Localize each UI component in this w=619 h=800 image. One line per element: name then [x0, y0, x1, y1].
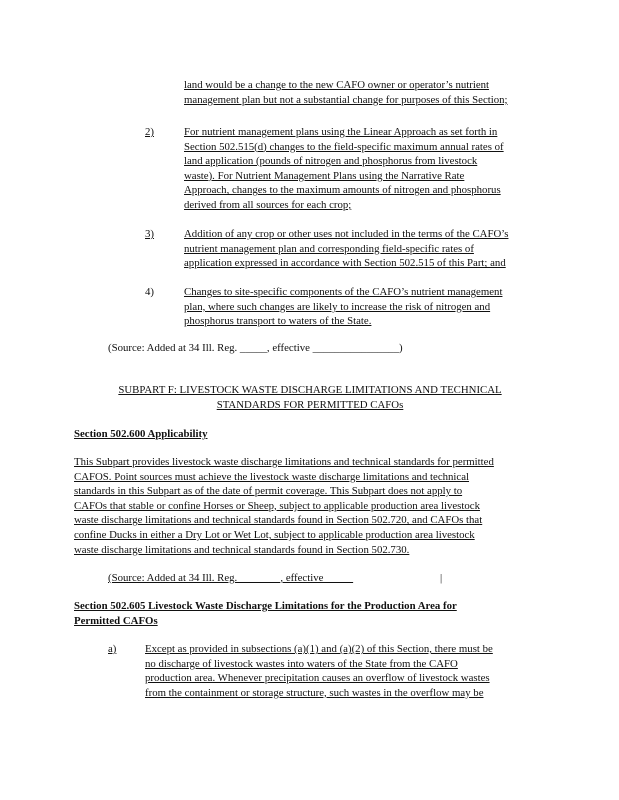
text-line: no discharge of livestock wastes into waters of the State from the CAFO — [145, 657, 458, 670]
text-line: standards in this Subpart as of the date of permit coverage. This Subpart does not apply to — [74, 485, 463, 498]
text-line: nutrient management plan and corresponding field-specific rates of — [184, 242, 474, 255]
text-line: waste). For Nutrient Management Plans using the Narrative Rate — [184, 169, 465, 182]
text-line: waste discharge limitations and technical standards found in Section 502.730. — [74, 543, 410, 556]
heading-line: STANDARDS FOR PERMITTED CAFOs — [216, 398, 404, 411]
text-line: Section 502.515(d) changes to the field-specific maximum annual rates of — [184, 140, 504, 153]
source-note: (Source: Added at 34 Ill. Reg. _____, effective ________________) — [108, 342, 403, 354]
text-line: CAFOs that stable or confine Horses or Sheep, subject to applicable production area livestock — [74, 499, 480, 512]
subpart-heading — [70, 383, 550, 412]
text-line: Except as provided in subsections (a)(1) and (a)(2) of this Section, there must be — [145, 643, 493, 655]
text-line: confine Ducks in either a Dry Lot or Wet Lot, subject to applicable production area livestock — [74, 528, 475, 541]
text-line: management plan but not a substantial change for purposes of this Section; — [184, 93, 508, 106]
text-line: CAFOS. Point sources must achieve the livestock waste discharge limitations and technical — [74, 470, 470, 483]
text-line: land would be a change to the new CAFO owner or operator’s nutrient — [184, 79, 490, 91]
text-line: derived from all sources for each crop; — [184, 198, 352, 211]
text-line: production area. Whenever precipitation causes an overflow of livestock wastes — [145, 672, 490, 685]
item-2-label: 2) — [145, 126, 154, 138]
text-line: Approach, changes to the maximum amounts of nitrogen and phosphorus — [184, 184, 501, 197]
text-line: application expressed in accordance with Section 502.515 of this Part; and — [184, 257, 506, 270]
text-line: land application (pounds of nitrogen and phosphorus from livestock — [184, 155, 478, 168]
section-605-heading — [74, 599, 457, 628]
text-line: plan, where such changes are likely to increase the risk of nitrogen and — [184, 300, 491, 313]
text-line: waste discharge limitations and technical standards found in Section 502.720, and CAFOs that — [74, 514, 483, 527]
item-a-text — [145, 642, 493, 700]
item-4-text — [184, 285, 502, 329]
text-line: Changes to site-specific components of the CAFO’s nutrient management — [184, 286, 503, 298]
margin-mark: | — [440, 572, 443, 584]
item-3-text — [184, 227, 508, 271]
text-line: This Subpart provides livestock waste discharge limitations and technical standards for permitted — [74, 456, 494, 468]
text-line: phosphorus transport to waters of the State. — [184, 315, 372, 328]
text-line: from the containment or storage structure, such wastes in the overflow may be — [145, 686, 484, 699]
source-note: (Source: Added at 34 Ill. Reg.________, effective _____ — [108, 572, 354, 584]
section-600-heading: Section 502.600 Applicability — [74, 428, 208, 440]
item-3-label: 3) — [145, 228, 154, 240]
heading-line: Section 502.605 Livestock Waste Discharge Limitations for the Production Area for — [74, 600, 457, 612]
item-4-label: 4) — [145, 286, 154, 298]
text-line: For nutrient management plans using the Linear Approach as set forth in — [184, 126, 498, 138]
section-600-text — [74, 455, 494, 557]
item-a-label: a) — [108, 643, 117, 655]
heading-line: SUBPART F: LIVESTOCK WASTE DISCHARGE LIMITATIONS AND TECHNICAL — [118, 384, 502, 396]
text-line: Addition of any crop or other uses not included in the terms of the CAFO’s — [184, 228, 509, 240]
heading-line: Permitted CAFOs — [74, 614, 158, 627]
continued-paragraph — [184, 78, 508, 107]
item-2-text — [184, 125, 504, 213]
